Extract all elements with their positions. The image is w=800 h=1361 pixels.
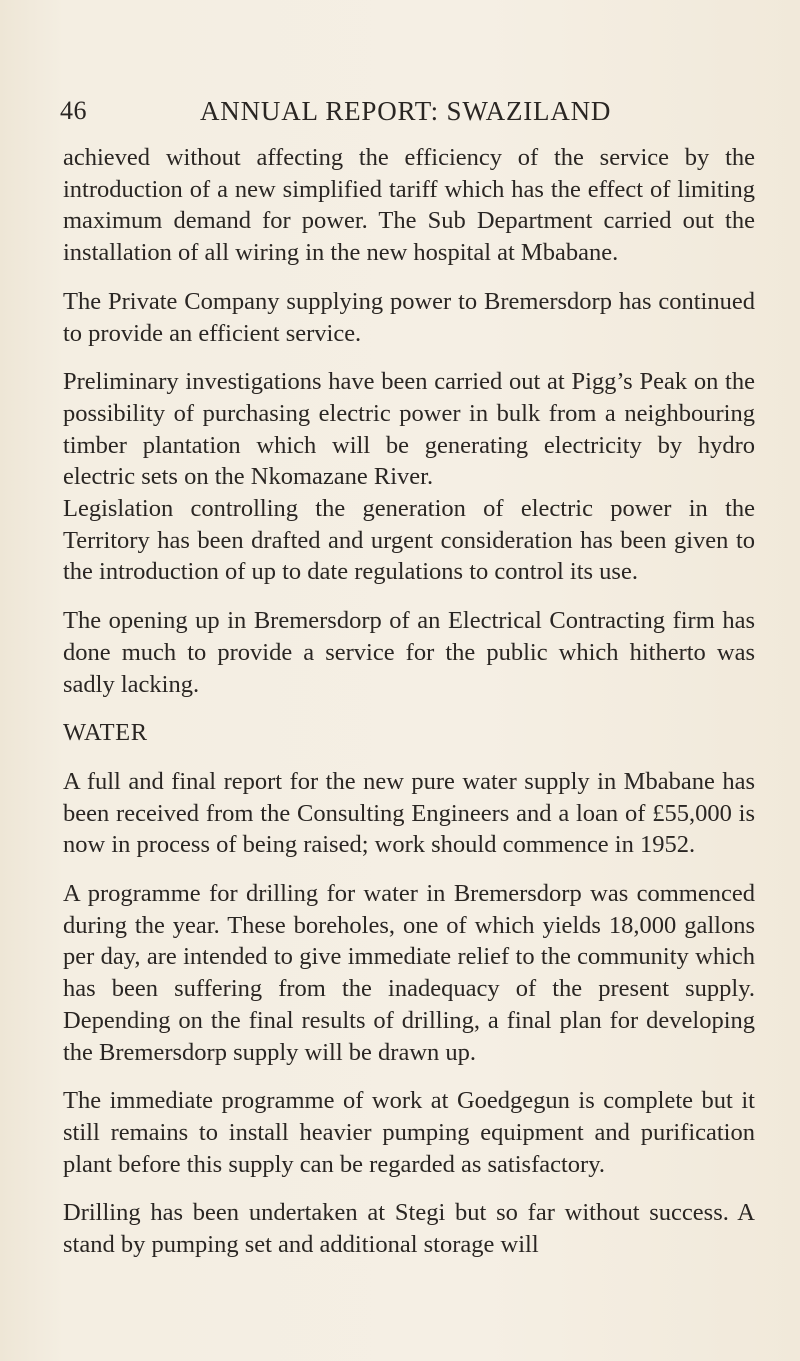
- paragraph-stegi: Drilling has been undertaken at Stegi but so far without success. A stand by pumping set and additional storage will: [63, 1199, 755, 1259]
- paragraph-electricity-tariff: achieved without affecting the efficiency of the service by the introduction of a new simplified tariff which has the effect of limiting maximum demand for power. The Sub Department carried out the installation of all wiring in the new hospital at Mbabane.: [63, 144, 755, 267]
- page-number: 46: [60, 96, 87, 125]
- paragraph-piggs-peak: Preliminary investigations have been carried out at Pigg’s Peak on the possibility of purchasing electric power in bulk from a neighbouring timber plantation which will be generating electricity by hydro electric sets on the Nkomazane River.: [63, 368, 755, 491]
- running-title: ANNUAL REPORT: SWAZILAND: [200, 96, 612, 126]
- paragraph-private-company: The Private Company supplying power to Bremersdorp has continued to provide an efficient service.: [63, 287, 755, 347]
- paragraph-bremersdorp-drilling: A programme for drilling for water in Bremersdorp was commenced during the year. These boreholes, one of which yields 18,000 gallons per day, are intended to give immediate relief to the community which has been suffering from the inadequacy of the present supply. Depending on the final results of drilling, a final plan for developing the Bremersdorp supply will be drawn up.: [63, 880, 755, 1066]
- paragraph-legislation: Legislation controlling the generation of electric power in the Territory has been drafted and urgent consideration has been given to the introduction of up to date regulations to control its use.: [63, 495, 755, 586]
- body-text: [63, 142, 755, 1261]
- paragraph-goedgegun: The immediate programme of work at Goedgegun is complete but it still remains to install heavier pumping equipment and purification plant before this supply can be regarded as satisfactory.: [63, 1087, 755, 1178]
- section-heading-water: WATER: [63, 719, 148, 747]
- paragraph-contracting-firm: The opening up in Bremersdorp of an Electrical Contracting firm has done much to provide a service for the public which hitherto was sadly lacking.: [63, 607, 755, 698]
- running-header: [0, 92, 800, 132]
- paragraph-mbabane-water: A full and final report for the new pure water supply in Mbabane has been received from the Consulting Engineers and a loan of £55,000 is now in process of being raised; work should commence in 1952.: [63, 767, 755, 859]
